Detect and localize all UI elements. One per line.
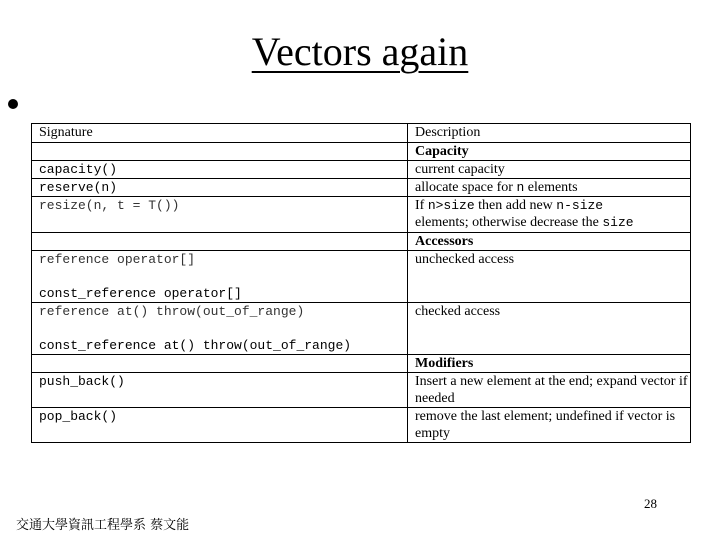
table-row (32, 251, 691, 303)
sig-push-back: push_back() (32, 373, 408, 408)
section-accessors: Accessors (408, 233, 691, 251)
table-row (32, 161, 691, 179)
table-row (32, 303, 691, 355)
sig-at: reference at() throw(out_of_range) const_reference at() throw(out_of_range) (32, 303, 408, 355)
table-row (32, 179, 691, 197)
page-number: 28 (644, 496, 657, 511)
bullet-point (8, 99, 18, 109)
section-row-accessors (32, 233, 691, 251)
desc-resize: If n>size then add new n-size elements; otherwise decrease the size (408, 197, 691, 233)
desc-operator-index: unchecked access (408, 251, 691, 303)
slide-title: Vectors again (251, 29, 469, 74)
vector-methods-table (31, 123, 691, 443)
section-modifiers: Modifiers (408, 355, 691, 373)
sig-pop-back: pop_back() (32, 408, 408, 443)
desc-at: checked access (408, 303, 691, 355)
sig-operator-index: reference operator[] const_reference operator[] (32, 251, 408, 303)
desc-push-back: Insert a new element at the end; expand vector if needed (408, 373, 691, 408)
desc-pop-back: remove the last element; undefined if vector is empty (408, 408, 691, 443)
sig-reserve: reserve(n) (32, 179, 408, 197)
sig-capacity: capacity() (32, 161, 408, 179)
footer-organization: 交通大學資訊工程學系 蔡文能 (16, 518, 190, 533)
header-description: Description (408, 124, 691, 143)
table-row (32, 408, 691, 443)
section-capacity: Capacity (408, 143, 691, 161)
sig-resize: resize(n, t = T()) (32, 197, 408, 233)
table-header-row (32, 124, 691, 143)
desc-reserve: allocate space for n elements (408, 179, 691, 197)
table-row (32, 373, 691, 408)
table-row (32, 197, 691, 233)
header-signature: Signature (32, 124, 408, 143)
section-row-capacity (32, 143, 691, 161)
desc-capacity: current capacity (408, 161, 691, 179)
section-row-modifiers (32, 355, 691, 373)
